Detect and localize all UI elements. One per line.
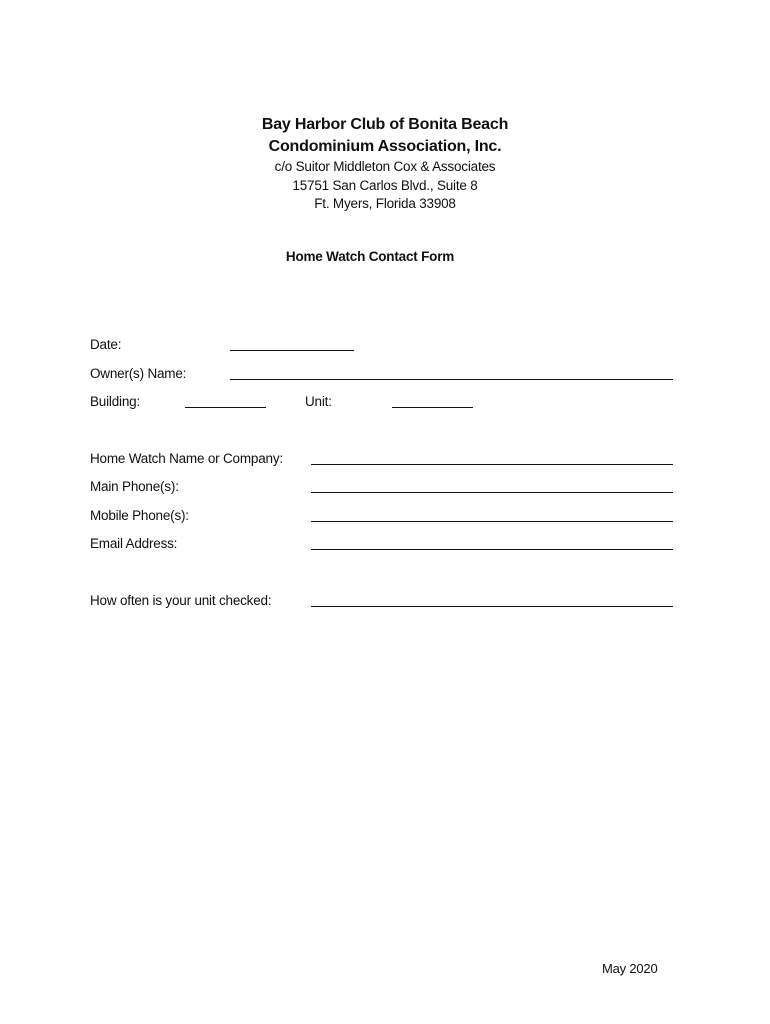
home-watch-label: Home Watch Name or Company: <box>90 451 283 466</box>
email-field[interactable] <box>311 549 673 550</box>
check-frequency-field[interactable] <box>311 606 673 607</box>
org-name-line-1: Bay Harbor Club of Bonita Beach <box>261 116 509 133</box>
date-field[interactable] <box>230 350 354 351</box>
address-line-1: c/o Suitor Middleton Cox & Associates <box>274 159 496 174</box>
main-phone-field[interactable] <box>311 492 673 493</box>
date-label: Date: <box>90 337 122 352</box>
org-name-line-2: Condominium Association, Inc. <box>268 138 502 155</box>
check-frequency-label: How often is your unit checked: <box>90 593 272 608</box>
owner-name-field[interactable] <box>230 379 673 380</box>
building-field[interactable] <box>185 407 266 408</box>
address-line-2: 15751 San Carlos Blvd., Suite 8 <box>292 177 478 193</box>
address-line-3: Ft. Myers, Florida 33908 <box>314 196 456 211</box>
main-phone-label: Main Phone(s): <box>90 479 179 494</box>
revision-date: May 2020 <box>602 961 658 976</box>
owner-name-label: Owner(s) Name: <box>90 366 187 381</box>
mobile-phone-label: Mobile Phone(s): <box>90 508 189 523</box>
unit-field[interactable] <box>392 407 473 408</box>
email-label: Email Address: <box>90 536 178 551</box>
building-label: Building: <box>90 394 140 409</box>
home-watch-field[interactable] <box>311 464 673 465</box>
mobile-phone-field[interactable] <box>311 521 673 522</box>
unit-label: Unit: <box>305 394 332 409</box>
form-title: Home Watch Contact Form <box>285 249 455 264</box>
document-header <box>0 114 770 214</box>
